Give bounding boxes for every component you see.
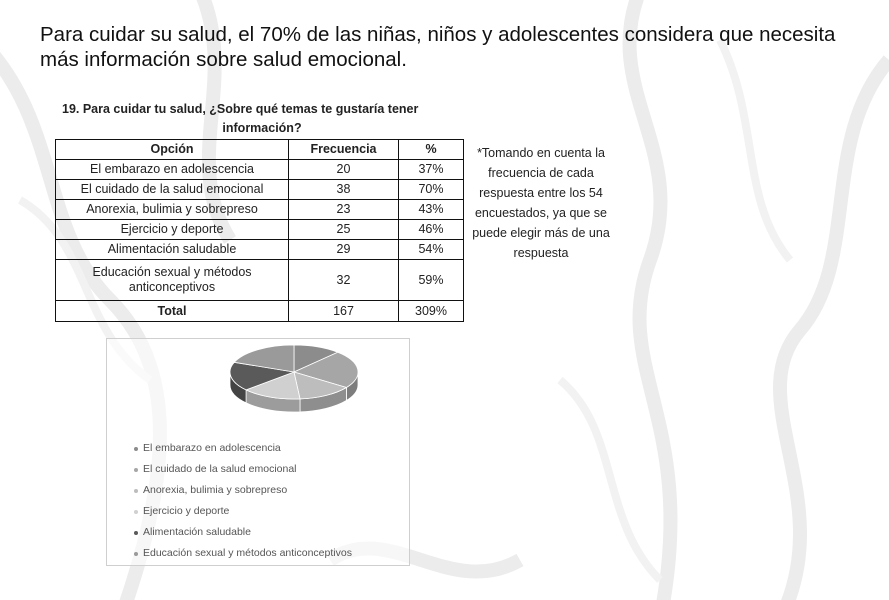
table-total-row	[56, 301, 464, 322]
legend-swatch	[134, 510, 138, 514]
total-frequency: 167	[289, 301, 399, 322]
headline-text: Para cuidar su salud, el 70% de las niñas, niños y adolescentes considera que necesita más información sobre salud emocional.	[40, 23, 836, 71]
legend-item	[134, 522, 352, 543]
table-row	[56, 160, 464, 180]
header-percent: %	[399, 140, 464, 160]
row-percent: 37%	[399, 160, 464, 180]
chart-legend	[134, 438, 352, 564]
row-frequency: 25	[289, 220, 399, 240]
legend-label: Ejercicio y deporte	[143, 505, 230, 517]
row-frequency: 20	[289, 160, 399, 180]
question-title	[62, 100, 462, 138]
legend-item	[134, 480, 352, 501]
legend-label: El cuidado de la salud emocional	[143, 463, 297, 475]
table-row	[56, 260, 464, 301]
row-option: El embarazo en adolescencia	[56, 160, 289, 180]
row-option: Alimentación saludable	[56, 240, 289, 260]
row-option: Ejercicio y deporte	[56, 220, 289, 240]
total-percent: 309%	[399, 301, 464, 322]
legend-swatch	[134, 489, 138, 493]
question-line-2: información?	[222, 121, 302, 135]
legend-label: Anorexia, bulimia y sobrepreso	[143, 484, 288, 496]
row-percent: 70%	[399, 180, 464, 200]
legend-item	[134, 438, 352, 459]
legend-item	[134, 501, 352, 522]
row-option: El cuidado de la salud emocional	[56, 180, 289, 200]
table-row	[56, 220, 464, 240]
frequency-table	[55, 139, 464, 322]
row-percent: 46%	[399, 220, 464, 240]
table-row	[56, 200, 464, 220]
total-label: Total	[56, 301, 289, 322]
row-frequency: 32	[289, 260, 399, 301]
legend-label: Alimentación saludable	[143, 526, 251, 538]
legend-swatch	[134, 468, 138, 472]
legend-item	[134, 543, 352, 564]
row-frequency: 29	[289, 240, 399, 260]
legend-label: El embarazo en adolescencia	[143, 442, 281, 454]
row-frequency: 38	[289, 180, 399, 200]
table-header-row	[56, 140, 464, 160]
header-frecuencia: Frecuencia	[289, 140, 399, 160]
row-percent: 59%	[399, 260, 464, 301]
table-row	[56, 180, 464, 200]
row-frequency: 23	[289, 200, 399, 220]
legend-swatch	[134, 531, 138, 535]
header-opcion: Opción	[56, 140, 289, 160]
footnote-text: *Tomando en cuenta la frecuencia de cada respuesta entre los 54 encuestados, ya que se puede elegir más de una respuesta	[472, 146, 610, 260]
legend-swatch	[134, 552, 138, 556]
legend-label: Educación sexual y métodos anticonceptivos	[143, 547, 352, 559]
row-option: Anorexia, bulimia y sobrepreso	[56, 200, 289, 220]
row-option: Educación sexual y métodos anticonceptivos	[56, 260, 289, 301]
legend-item	[134, 459, 352, 480]
row-percent: 43%	[399, 200, 464, 220]
question-line-1: 19. Para cuidar tu salud, ¿Sobre qué temas te gustaría tener	[62, 102, 419, 116]
table-row	[56, 240, 464, 260]
row-percent: 54%	[399, 240, 464, 260]
legend-swatch	[134, 447, 138, 451]
